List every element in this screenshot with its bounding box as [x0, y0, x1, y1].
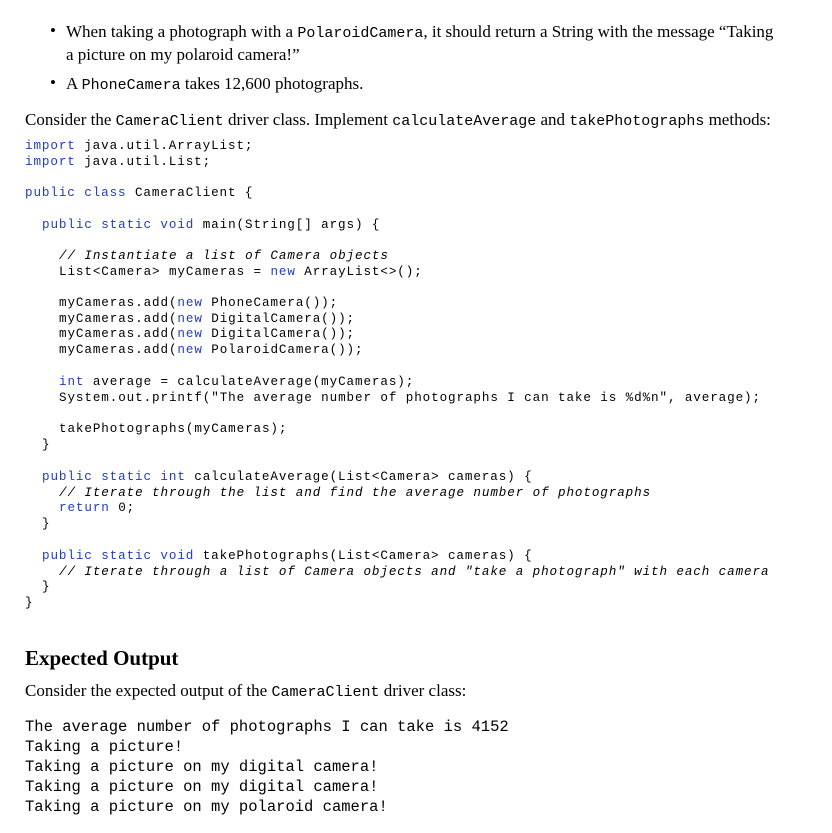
code-text: java.util.List;	[84, 155, 212, 169]
code-line-import2	[25, 155, 211, 169]
code-line-calc-decl	[42, 470, 533, 484]
code-text: java.util.ArrayList;	[84, 139, 254, 153]
keyword: int	[59, 375, 85, 389]
code-text: average = calculateAverage(myCameras);	[84, 375, 415, 389]
keyword: public static void	[42, 549, 195, 563]
inline-code: takePhotographs	[569, 113, 705, 130]
code-text: myCameras.add(	[59, 312, 178, 326]
code-close-brace: }	[42, 517, 51, 531]
section-heading: Expected Output	[25, 646, 179, 670]
inline-code: CameraClient	[115, 113, 224, 130]
code-text: myCameras.add(	[59, 327, 178, 341]
code-text: calculateAverage(List<Camera> cameras) {	[185, 470, 533, 484]
code-text: main(String[] args) {	[202, 218, 381, 232]
code-text: 0;	[109, 501, 136, 515]
code-text: ArrayList<>();	[295, 265, 423, 279]
keyword: import	[25, 139, 76, 153]
code-text: List<Camera> myCameras =	[59, 265, 271, 279]
code-line-list-decl	[59, 265, 423, 279]
keyword: public class	[25, 186, 127, 200]
bullet-text: When taking a photograph with a	[66, 22, 298, 41]
code-comment: // Iterate through the list and find the average number of photographs	[59, 486, 652, 500]
section-text: Consider the expected output of the	[25, 681, 272, 700]
code-close-brace: }	[42, 580, 51, 594]
bullet-item-1	[66, 21, 816, 65]
intro-text: and	[536, 110, 570, 129]
keyword: public static	[42, 470, 152, 484]
code-line-add	[59, 296, 338, 310]
code-line-take-decl	[42, 549, 533, 563]
keyword: new	[270, 265, 296, 279]
code-close-brace: }	[42, 438, 51, 452]
output-line: Taking a picture on my digital camera!	[25, 778, 379, 796]
keyword: new	[177, 312, 203, 326]
bullet-text: a picture on my polaroid camera!”	[66, 45, 300, 64]
code-text: takePhotographs(List<Camera> cameras) {	[194, 549, 533, 563]
section-text: driver class:	[379, 681, 467, 700]
code-text: myCameras.add(	[59, 343, 178, 357]
bullet-text: , it should return a String with the message “Taking	[423, 22, 774, 41]
code-text: PolaroidCamera());	[202, 343, 364, 357]
code-text: DigitalCamera());	[202, 312, 356, 326]
intro-paragraph	[25, 110, 771, 130]
output-line: The average number of photographs I can take is 4152	[25, 718, 509, 736]
code-line-return	[59, 501, 135, 515]
bullet-item-2	[66, 73, 816, 96]
code-line-import1	[25, 139, 253, 153]
code-line-add	[59, 343, 363, 357]
code-text: PhoneCamera());	[202, 296, 339, 310]
keyword: new	[177, 327, 203, 341]
code-text: CameraClient {	[134, 186, 254, 200]
inline-code: calculateAverage	[392, 113, 537, 130]
output-line: Taking a picture on my polaroid camera!	[25, 798, 388, 816]
code-close-brace: }	[25, 596, 34, 610]
keyword: new	[177, 343, 203, 357]
keyword: import	[25, 155, 76, 169]
intro-text: methods:	[704, 110, 771, 129]
code-text: myCameras.add(	[59, 296, 178, 310]
code-line-average	[59, 375, 414, 389]
inline-code: PolaroidCamera	[297, 25, 424, 42]
bullet-text: A	[66, 74, 82, 93]
output-line: Taking a picture on my digital camera!	[25, 758, 379, 776]
code-line-printf: System.out.printf("The average number of photographs I can take is %d%n", average);	[59, 391, 761, 405]
inline-code: PhoneCamera	[81, 77, 181, 94]
code-line-take-call: takePhotographs(myCameras);	[59, 422, 288, 436]
intro-text: Consider the	[25, 110, 116, 129]
code-line-add	[59, 312, 355, 326]
keyword: new	[177, 296, 203, 310]
code-comment: // Instantiate a list of Camera objects	[59, 249, 389, 263]
code-comment: // Iterate through a list of Camera objects and "take a photograph" with each camera	[59, 565, 770, 579]
code-line-class	[25, 186, 253, 200]
intro-text: driver class. Implement	[223, 110, 393, 129]
output-line: Taking a picture!	[25, 738, 184, 756]
bullet-text: takes 12,600 photographs.	[180, 74, 364, 93]
keyword: return	[59, 501, 110, 515]
code-line-add	[59, 327, 355, 341]
keyword: int	[160, 470, 186, 484]
inline-code: CameraClient	[271, 684, 380, 701]
section-intro	[25, 681, 466, 701]
code-text: DigitalCamera());	[202, 327, 356, 341]
code-line-main	[42, 218, 380, 232]
bullet-dot: •	[50, 73, 56, 92]
keyword: public static void	[42, 218, 195, 232]
bullet-dot: •	[50, 21, 56, 40]
